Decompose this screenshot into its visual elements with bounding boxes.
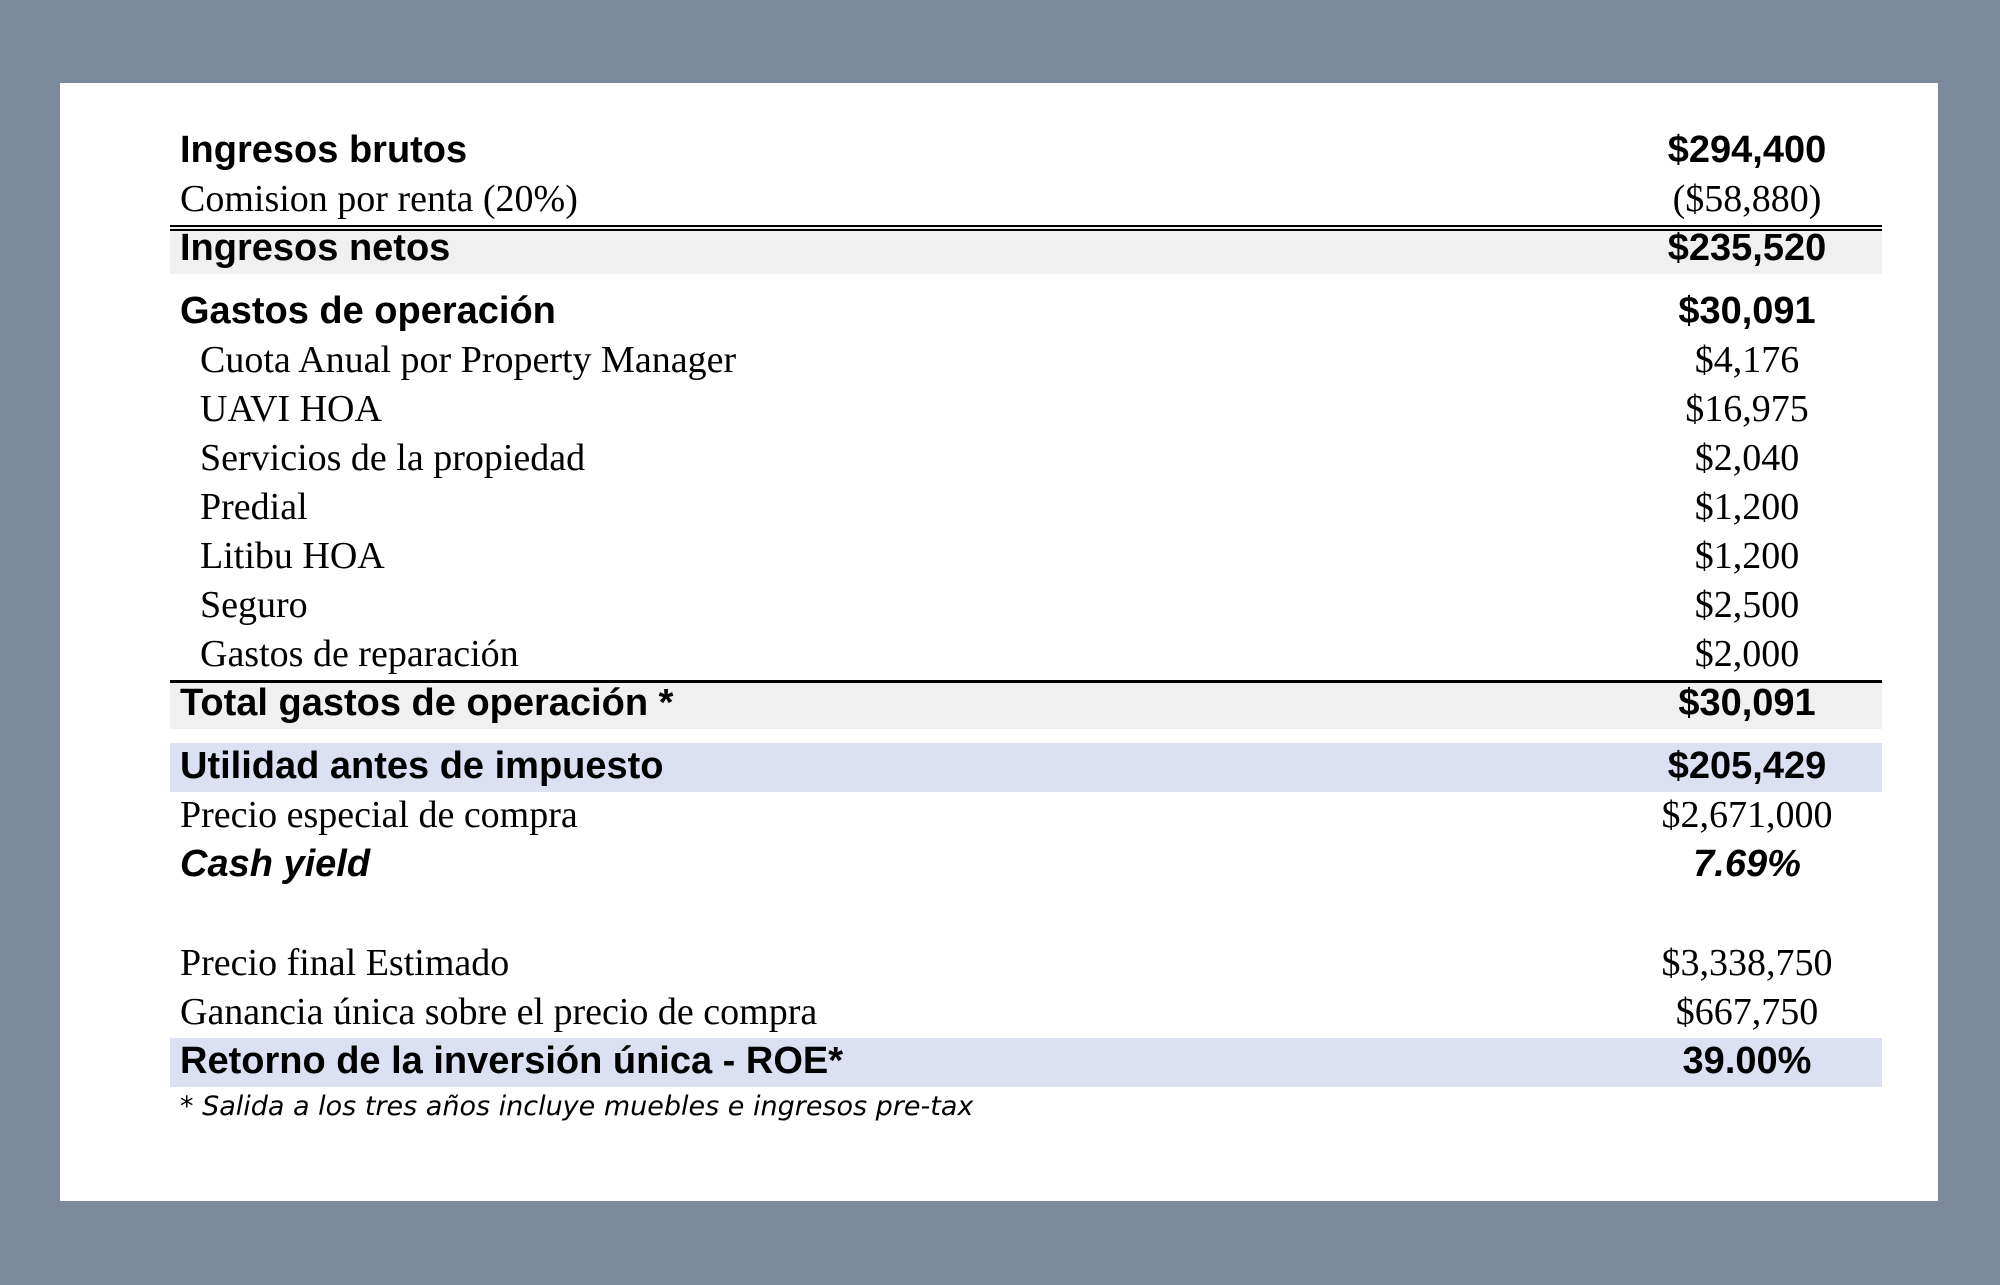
net-income-label: Ingresos netos bbox=[180, 227, 451, 269]
row-total-operating-expenses bbox=[170, 680, 1882, 729]
special-purchase-price-label: Precio especial de compra bbox=[180, 794, 578, 836]
expense-label: Gastos de reparación bbox=[200, 633, 519, 675]
row-roe bbox=[170, 1038, 1882, 1087]
expense-row bbox=[170, 631, 1882, 680]
expense-label: Seguro bbox=[200, 584, 308, 626]
expense-value: $2,500 bbox=[1694, 584, 1800, 626]
one-time-gain-value: $667,750 bbox=[1675, 991, 1819, 1033]
expense-row bbox=[170, 533, 1882, 582]
expense-label: Cuota Anual por Property Manager bbox=[200, 339, 737, 381]
expense-row bbox=[170, 337, 1882, 386]
expense-row bbox=[170, 386, 1882, 435]
spacer bbox=[170, 274, 1882, 288]
row-rental-commission bbox=[170, 176, 1882, 225]
expense-value: $1,200 bbox=[1694, 486, 1800, 528]
expense-label: Litibu HOA bbox=[200, 535, 385, 577]
footnote-row bbox=[170, 1087, 1882, 1131]
expense-label: Servicios de la propiedad bbox=[200, 437, 586, 479]
pretax-profit-value: $205,429 bbox=[1667, 745, 1827, 787]
pretax-profit-label: Utilidad antes de impuesto bbox=[180, 745, 664, 787]
financial-table bbox=[170, 127, 1882, 1131]
operating-expenses-label: Gastos de operación bbox=[180, 290, 556, 332]
gross-income-label: Ingresos brutos bbox=[180, 129, 468, 171]
expense-label: UAVI HOA bbox=[200, 388, 382, 430]
estimated-final-price-value: $3,338,750 bbox=[1661, 942, 1833, 984]
row-cash-yield bbox=[170, 841, 1882, 890]
expense-value: $4,176 bbox=[1694, 339, 1800, 381]
operating-expenses-value: $30,091 bbox=[1678, 290, 1816, 332]
rental-commission-label: Comision por renta (20%) bbox=[180, 178, 578, 220]
spacer bbox=[170, 890, 1882, 940]
expense-row bbox=[170, 435, 1882, 484]
row-estimated-final-price bbox=[170, 940, 1882, 989]
expense-value: $1,200 bbox=[1694, 535, 1800, 577]
total-operating-expenses-value: $30,091 bbox=[1678, 682, 1816, 724]
net-income-value: $235,520 bbox=[1667, 227, 1827, 269]
expense-row bbox=[170, 582, 1882, 631]
row-one-time-gain bbox=[170, 989, 1882, 1038]
cash-yield-label: Cash yield bbox=[180, 843, 371, 885]
row-pretax-profit bbox=[170, 743, 1882, 792]
spacer bbox=[170, 729, 1882, 743]
estimated-final-price-label: Precio final Estimado bbox=[180, 942, 510, 984]
expense-value: $2,040 bbox=[1694, 437, 1800, 479]
footnote: * Salida a los tres años incluye muebles e ingresos pre-tax bbox=[180, 1091, 974, 1122]
row-gross-income bbox=[170, 127, 1882, 176]
rental-commission-value: ($58,880) bbox=[1672, 178, 1822, 220]
roe-label: Retorno de la inversión única - ROE* bbox=[180, 1040, 844, 1082]
expense-value: $2,000 bbox=[1694, 633, 1800, 675]
special-purchase-price-value: $2,671,000 bbox=[1661, 794, 1833, 836]
row-operating-expenses bbox=[170, 288, 1882, 337]
roe-value: 39.00% bbox=[1682, 1040, 1812, 1082]
financial-summary-sheet bbox=[60, 83, 1938, 1201]
cash-yield-value: 7.69% bbox=[1693, 843, 1801, 885]
expense-label: Predial bbox=[200, 486, 308, 528]
one-time-gain-label: Ganancia única sobre el precio de compra bbox=[180, 991, 818, 1033]
row-special-purchase-price bbox=[170, 792, 1882, 841]
row-net-income bbox=[170, 225, 1882, 274]
expense-value: $16,975 bbox=[1685, 388, 1809, 430]
gross-income-value: $294,400 bbox=[1667, 129, 1827, 171]
expense-row bbox=[170, 484, 1882, 533]
total-operating-expenses-label: Total gastos de operación * bbox=[180, 682, 674, 724]
